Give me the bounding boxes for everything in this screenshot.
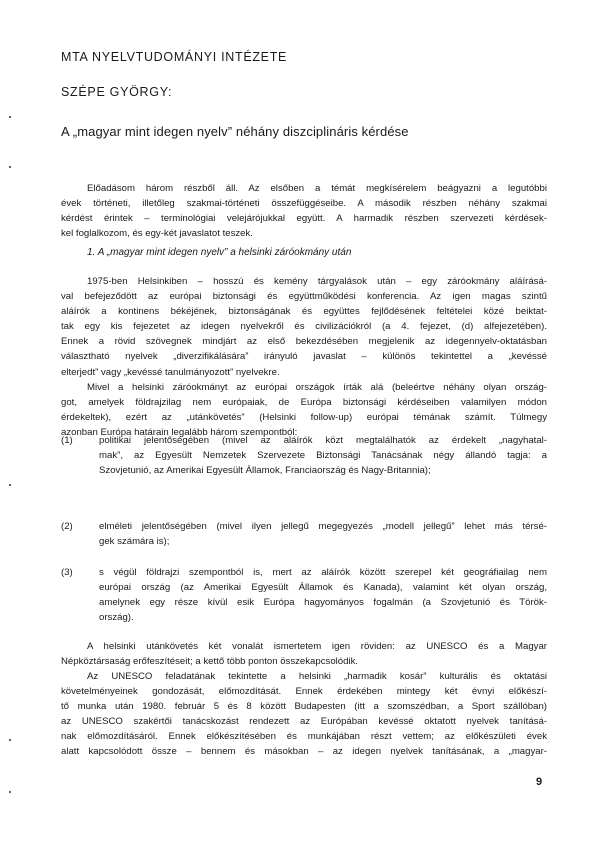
paragraph-4 bbox=[61, 669, 547, 760]
text-line: s végül földrajzi szempontból is, mert az aláírók között szerepel két geográfiailag nem bbox=[99, 567, 547, 578]
margin-mark bbox=[9, 166, 11, 168]
text-line: aláírók a kontinens békéjének, biztonságának és együttes fejlődésének feltételei közé beiktat- bbox=[61, 306, 547, 318]
text-line: Mivel a helsinki záróokmányt az európai országok írták alá (beleértve néhány olyan ország- bbox=[87, 382, 547, 393]
margin-mark bbox=[9, 484, 11, 486]
list-item-text bbox=[99, 565, 547, 625]
text-line: tak egy kis fejezetet az idegen nyelvekről és civilizációkról (a 4. fejezet, (d) alfejezetében). bbox=[61, 321, 547, 333]
list-item-number: (3) bbox=[61, 567, 73, 578]
list-item-text bbox=[99, 433, 547, 478]
text-line: val befejeződött az európai biztonsági és együttműködési konferencia. Az igen magas szintű bbox=[61, 291, 547, 303]
text-line: elterjedt” vagy „kevéssé tanulmányozott” nyelvekre. bbox=[61, 366, 280, 378]
text-line: 1975-ben Helsinkiben – hosszú és kemény tárgyalások után – egy záróokmány aláírásá- bbox=[87, 276, 547, 287]
page-number: 9 bbox=[536, 776, 543, 788]
text-line: A helsinki utánkövetés két vonalát ismertetem igen röviden: az UNESCO és a Magyar bbox=[87, 641, 547, 652]
list-item-number: (1) bbox=[61, 435, 73, 446]
text-line: érdekeltek), ezért az „utánkövetés” (Helsinki follow-up) európai témának számít. Túlmegy bbox=[61, 412, 547, 424]
text-line: az UNESCO szakértői tanácskozást rendezett az Európában kevéssé oktatott nyelvek tanításá- bbox=[61, 716, 547, 728]
text-line: gek számára is); bbox=[99, 536, 170, 548]
paper-title: A „magyar mint idegen nyelv” néhány diszciplináris kérdése bbox=[61, 124, 409, 139]
text-line: ország). bbox=[99, 612, 134, 624]
text-line: politikai jelentőségében (mivel az aláírók közt megtalálhatók az érdekelt „nagyhatal- bbox=[99, 435, 547, 446]
text-line: évek történeti, illetőleg szakmai-történeti összefüggéseibe. A második részben néhány szakmai bbox=[61, 198, 547, 210]
text-line: elméleti jelentőségében (mivel ilyen jellegű megegyezés „modell jellegű” lehet más térsé- bbox=[99, 521, 547, 532]
list-item-number: (2) bbox=[61, 521, 73, 532]
text-line: azonban Európa határain legalább három szempontból: bbox=[61, 427, 298, 439]
list-item-text bbox=[99, 519, 547, 549]
text-line: követelményeinek gondozását, előmozdítását. Ennek érdekében mintegy két évnyi előkészí- bbox=[61, 686, 547, 698]
text-line: mak”, az Egyesült Nemzetek Szervezete Biztonsági Tanácsának négy állandó tagja: a bbox=[99, 450, 547, 462]
text-line: kel foglalkozom, és egy-két javaslatot teszek. bbox=[61, 228, 253, 240]
author-heading: SZÉPE GYÖRGY: bbox=[61, 85, 173, 99]
margin-mark bbox=[9, 791, 11, 793]
text-line: Az UNESCO feladatának tekintette a helsinki „harmadik kosár” kulturális és oktatási bbox=[87, 671, 547, 682]
margin-mark bbox=[9, 116, 11, 118]
text-line: nak előmozdításáról. Ennek előkészítésében és munkájában részt vettem; az előkészületi évek bbox=[61, 731, 547, 743]
institute-heading: MTA NYELVTUDOMÁNYI INTÉZETE bbox=[61, 50, 288, 64]
paragraph-2 bbox=[61, 380, 547, 440]
text-line: Szovjetunió, az Amerikai Egyesült Államok, Franciaország és Nagy-Britannia); bbox=[99, 465, 431, 477]
text-line: alatt kapcsolódott össze – bennem és másokban – az idegen nyelvek tanításának, a „magyar- bbox=[61, 746, 547, 758]
section-title: 1. A „magyar mint idegen nyelv” a helsinki záróokmány után bbox=[87, 247, 352, 258]
intro-paragraph bbox=[61, 181, 547, 241]
text-line: Előadásom három részből áll. Az elsőben a témát megkísérelem beágyazni a legutóbbi bbox=[87, 183, 547, 194]
text-line: Ennek a rövid szövegnek mindjárt az első bekezdésében megjelenik az idegennyelv-oktatásban bbox=[61, 336, 547, 348]
paragraph-1 bbox=[61, 274, 547, 380]
text-line: választható nyelvek „diverzifikálására” irányuló javaslat – különös tekintettel a „kevéssé bbox=[61, 351, 547, 363]
margin-mark bbox=[9, 739, 11, 741]
paragraph-3 bbox=[61, 639, 547, 669]
text-line: amelynek egy része kívül esik Európa hagyományos fogalmán (a Szovjetunió és Török- bbox=[99, 597, 547, 609]
text-line: got, amelyek földrajzilag nem európaiak, de Európa biztonsági kérdéseiben valamilyen módon bbox=[61, 397, 547, 409]
text-line: európai ország (az Amerikai Egyesült Államok és Kanada), valamint két olyan ország, bbox=[99, 582, 547, 594]
text-line: tő munka után 1980. február 5 és 8 között Budapesten (itt a szomszédban, a Sport szállóban) bbox=[61, 701, 547, 713]
text-line: Népköztársaság erőfeszítéseit; a kettő több ponton összekapcsolódik. bbox=[61, 656, 359, 668]
text-line: kérdést érintek – terminológiai velejárójukkal együtt. A harmadik részben szervezeti kérdések- bbox=[61, 213, 547, 225]
